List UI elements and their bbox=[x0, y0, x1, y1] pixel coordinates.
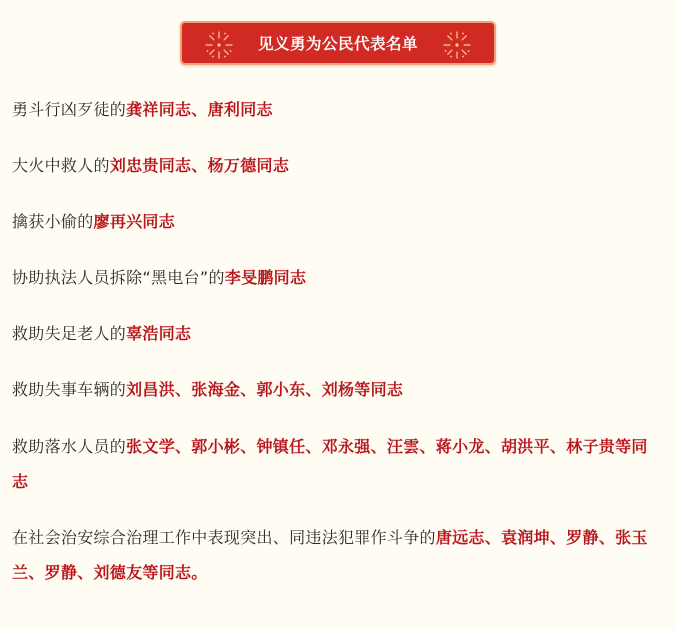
firework-icon bbox=[204, 30, 234, 60]
entry-description: 在社会治安综合治理工作中表现突出、同违法犯罪作斗争的 bbox=[12, 528, 436, 547]
entry-description: 救助落水人员的 bbox=[12, 437, 127, 456]
entry-description: 擒获小偷的 bbox=[12, 212, 94, 231]
title-banner bbox=[180, 21, 496, 65]
honoree-names: 张文学、郭小彬、钟镇任、邓永强、汪雲、蒋小龙、胡洪平、林子贵等同志 bbox=[12, 437, 648, 491]
list-item bbox=[12, 429, 662, 499]
firework-icon bbox=[442, 30, 472, 60]
honoree-names: 廖再兴同志 bbox=[93, 212, 176, 231]
honoree-names: 唐远志、袁润坤、罗静、张玉兰、罗静、刘德友等同志。 bbox=[12, 528, 648, 582]
list-item bbox=[12, 316, 662, 351]
list-item bbox=[12, 260, 662, 295]
honoree-names: 辜浩同志 bbox=[126, 324, 192, 343]
list-item bbox=[12, 372, 662, 407]
honoree-names: 刘昌洪、张海金、郭小东、刘杨等同志 bbox=[126, 380, 404, 399]
list-item bbox=[12, 520, 662, 590]
entry-description: 勇斗行凶歹徒的 bbox=[12, 100, 127, 119]
entry-description: 大火中救人的 bbox=[12, 156, 110, 175]
entry-description: 协助执法人员拆除“黑电台”的 bbox=[12, 268, 225, 287]
honoree-names: 龚祥同志、唐利同志 bbox=[126, 100, 273, 119]
page-title: 见义勇为公民代表名单 bbox=[257, 35, 418, 53]
entry-description: 救助失足老人的 bbox=[12, 324, 127, 343]
list-item bbox=[12, 92, 662, 127]
honoree-names: 李旻鹏同志 bbox=[224, 268, 307, 287]
honoree-names: 刘忠贵同志、杨万德同志 bbox=[109, 156, 290, 175]
list-item bbox=[12, 204, 662, 239]
list-item bbox=[12, 148, 662, 183]
entry-description: 救助失事车辆的 bbox=[12, 380, 127, 399]
